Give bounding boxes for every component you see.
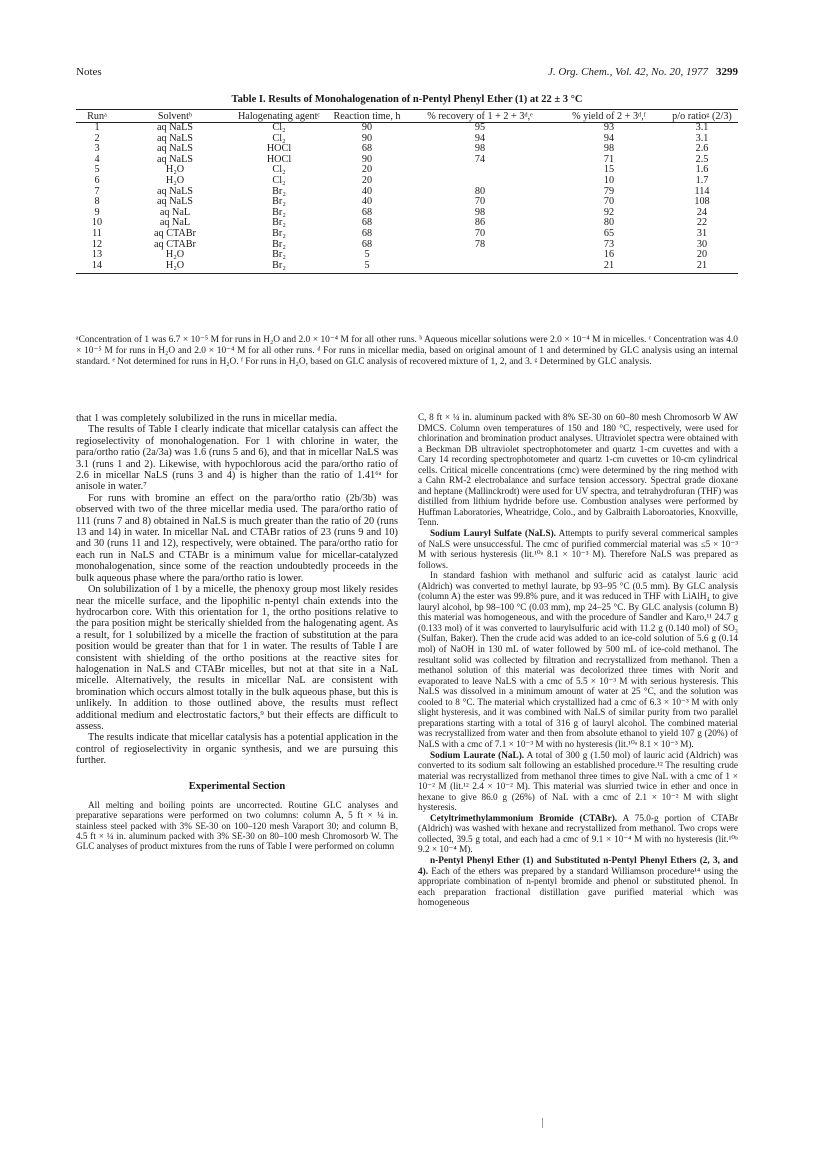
running-header-section: Notes <box>76 66 102 78</box>
paragraph: On solubilization of 1 by a micelle, the phenoxy group most likely resides near the micelle surface, and the lipophilic n-pentyl chain extends into the hydrocarbon core. With this orientation for 1, the ortho positions relative to the para position might be sterically shielded from the halogenating agent. As a result, for 1 solubilized by a micelle the fraction of substitution at the para position would be greater than that for 1 in water. The results of Table I are consistent with shielding of the ortho positions at the reactive sites for halogenation in NaLS and CTABr micelles, but not at that site in a NaL micelle. Alternatively, the results in micellar NaL are consistent with bromination which occurs almost totally in the bulk aqueous phase, but this is unlikely. In addition to those outlined above, the results must reflect additional medium and electrostatic factors,⁹ but their effects are difficult to assess. <box>76 584 398 732</box>
paragraph-text: Each of the ethers was prepared by a standard Williamson procedure¹⁴ using the appropriate combination of n-pentyl bromide and phenol or substituted phenol. In each preparation fractional distillation gave purified material which was homogeneous <box>418 866 738 909</box>
table-cell: Cl₂ <box>272 164 286 176</box>
table-cell: Cl₂ <box>272 174 286 186</box>
table-cell: 15 <box>603 164 615 176</box>
table-cell: 90 <box>361 122 373 133</box>
table-cell: H₂O <box>165 249 185 261</box>
table-cell: HOCl <box>266 153 292 165</box>
col-header-agent: Halogenating agentᶜ <box>232 110 326 123</box>
table-cell: 94 <box>603 132 615 144</box>
table-cell: 70 <box>474 227 486 239</box>
table-cell: 68 <box>361 217 373 229</box>
subheading: Sodium Lauryl Sulfate (NaLS). <box>430 529 556 540</box>
table-cell <box>408 250 552 261</box>
table-cell: 86 <box>474 217 486 229</box>
table-cell: 3 <box>94 143 100 155</box>
table-cell: 3.1 <box>695 132 709 144</box>
table-cell: 65 <box>603 227 615 239</box>
running-header-journal <box>548 66 738 78</box>
table-row <box>76 176 738 187</box>
table-cell: aq NaLS <box>157 143 193 155</box>
table-cell: 78 <box>474 238 486 250</box>
table-cell: 22 <box>696 217 708 229</box>
table-title: Table I. Results of Monohalogenation of n-Pentyl Phenyl Ether (1) at 22 ± 3 °C <box>231 94 583 105</box>
table-cell: 21 <box>552 261 666 274</box>
table-cell: aq NaLS <box>157 122 193 133</box>
paragraph: that 1 was completely solubilized in the runs in micellar media. <box>76 413 338 424</box>
table-cell: aq NaL <box>159 206 191 218</box>
table-cell: Br₂ <box>232 261 326 274</box>
table-row <box>76 261 738 274</box>
table-cell: 12 <box>91 238 103 250</box>
right-column <box>418 413 738 909</box>
table-cell: 9 <box>94 206 100 218</box>
journal-citation: J. Org. Chem., Vol. 42, No. 20, 1977 <box>547 66 708 78</box>
table-cell: 68 <box>361 206 373 218</box>
table-cell: 10 <box>603 174 615 186</box>
paragraph: The results indicate that micellar catalysis has a potential application in the control of regioselectivity in organic synthesis, and we are pursuing this further. <box>76 732 398 767</box>
table-cell <box>408 165 552 176</box>
table-cell: aq NaL <box>159 217 191 229</box>
paragraph <box>418 814 738 856</box>
table-cell: 31 <box>696 227 708 239</box>
table-header-row <box>76 110 738 123</box>
table-row <box>76 123 738 134</box>
results-table-container <box>76 109 738 274</box>
table-cell: 40 <box>361 196 373 208</box>
table-cell: 24 <box>696 206 708 218</box>
table-cell <box>408 261 552 274</box>
col-header-time: Reaction time, h <box>326 110 408 123</box>
table-cell: aq CTABr <box>154 238 196 250</box>
paragraph: All melting and boiling points are uncorrected. Routine GLC analyses and preparative separations were performed on two columns: column A, 5 ft × ¼ in. stainless steel packed with 3% SE-30 on 100–120 mesh Varaport 30; and column B, 4.5 ft × ¼ in. aluminum packed with 3% SE-30 on 80–100 mesh Chromosorb W. The GLC analyses of product mixtures from the runs of Table I were performed on column <box>76 800 398 852</box>
table-cell: aq CTABr <box>154 227 196 239</box>
table-cell: 16 <box>603 249 615 261</box>
table-cell: 71 <box>603 153 615 165</box>
col-header-recovery: % recovery of 1 + 2 + 3ᵈ,ᵉ <box>408 110 552 123</box>
table-cell: 4 <box>94 153 100 165</box>
table-cell: 70 <box>474 196 486 208</box>
table-cell: Br₂ <box>272 185 286 197</box>
subheading: n-Pentyl Phenyl Ether (1) and Substituted n-Pentyl Phenyl Ethers (2, 3, and 4). <box>418 855 738 877</box>
paragraph: The results of Table I clearly indicate that micellar catalysis can affect the regioselectivity of monohalogenation. For 1 with chlorine in water, the para/ortho ratio (2a/3a) was 1.6 (runs 5 and 6), and that in micellar NaLS was 3.1 (runs 1 and 2). Likewise, with hypochlorous acid the para/ortho ratio of 2.6 in micellar NaLS (runs 3 and 4) is higher than the ratio of 1.41⁶ᵃ for anisole in water.⁷ <box>76 424 398 493</box>
table-cell: 79 <box>603 185 615 197</box>
table-cell: 114 <box>694 185 710 197</box>
table-cell: 10 <box>91 217 103 229</box>
table-cell: Br₂ <box>272 227 286 239</box>
table-cell: H₂O <box>118 261 232 274</box>
table-cell: 2.5 <box>695 153 709 165</box>
table-cell: 8 <box>94 196 100 208</box>
table-cell: H₂O <box>165 164 185 176</box>
table-cell: 2 <box>94 132 100 144</box>
table-cell: 74 <box>474 153 486 165</box>
col-header-ratio: p/o ratioᵍ (2/3) <box>666 110 738 123</box>
table-cell: 68 <box>361 238 373 250</box>
table-cell: 108 <box>694 196 710 208</box>
table-cell: 21 <box>666 261 738 274</box>
table-cell: aq NaLS <box>157 185 193 197</box>
page-number: 3299 <box>716 66 738 78</box>
table-cell: 95 <box>474 122 486 133</box>
table-cell: 68 <box>361 227 373 239</box>
table-cell: aq NaLS <box>157 132 193 144</box>
table-cell: 94 <box>474 132 486 144</box>
table-cell: H₂O <box>165 174 185 186</box>
table-cell: 11 <box>92 227 102 239</box>
paragraph-text: Attempts to purify several commerical samples of NaLS were unsuccessful. The cmc of purified commercial material was ≤5 × 10⁻³ M with serious hysteresis (lit.¹⁰ᵃ 8.1 × 10⁻³ M). Therefore NaLS was prepared as follows. <box>418 529 739 571</box>
table-cell: 7 <box>94 185 100 197</box>
table-cell: 2.6 <box>695 143 709 155</box>
paragraph <box>418 529 738 571</box>
subheading: Cetyltrimethylammonium Bromide (CTABr). <box>430 813 618 824</box>
table-cell: Br₂ <box>272 217 286 229</box>
paragraph <box>418 856 738 909</box>
table-row <box>76 229 738 240</box>
paragraph: For runs with bromine an effect on the para/ortho ratio (2b/3b) was observed with two of the three micellar media used. The para/ortho ratio of 111 (runs 7 and 8) obtained in NaLS is much greater than the ratio of 20 (runs 13 and 14) in water. In micellar NaL and CTABr ratios of 23 (runs 9 and 10) and 30 (runs 11 and 12), respectively, were obtained. The para/ortho ratio for each run in NaLS and CTABr is a minimum value for micellar-catalyzed monohalogenation, since some of the reaction undoubtedly proceeds in the bulk aqueous phase where the para/ortho ratio is lower. <box>76 492 398 584</box>
table-cell: 1.7 <box>695 174 709 186</box>
table-cell: 98 <box>474 143 486 155</box>
left-column <box>76 413 398 851</box>
table-cell: 5 <box>364 249 370 261</box>
table-cell: aq NaLS <box>157 153 193 165</box>
table-cell: Cl₂ <box>272 132 286 144</box>
table-cell: 5 <box>326 261 408 274</box>
table-cell: Br₂ <box>272 238 286 250</box>
table-cell: 6 <box>94 174 100 186</box>
paragraph-text: A 75.0-g portion of CTABr (Aldrich) was washed with hexane and recrystallized from methanol. Two crops were collected, 39.5 g total, and each had a cmc of 9.1 × 10⁻⁴ M with no hysteresis (lit.¹⁰ᵇ 9.2 × 10⁻⁴ M). <box>418 813 738 856</box>
paragraph-text: A total of 300 g (1.50 mol) of lauric acid (Aldrich) was converted to its sodium salt following an established procedure.¹² The resulting crude material was recrystallized from methanol three times to give NaL with a cmc of 1 × 10⁻² M (lit.¹² 2.4 × 10⁻² M). This material was slurried twice in ether and once in hexane to give 86.0 g (26%) of NaL with a cmc of 2.1 × 10⁻² M with slight hysteresis. <box>418 750 739 814</box>
subheading: Sodium Laurate (NaL). <box>430 750 525 761</box>
table-cell: 73 <box>603 238 615 250</box>
col-header-run: Runᵃ <box>76 110 118 123</box>
table-cell: 70 <box>603 196 615 208</box>
table-cell: 5 <box>94 164 100 176</box>
table-cell: aq NaLS <box>157 196 193 208</box>
table-body <box>76 123 738 274</box>
table-cell <box>408 176 552 187</box>
table-cell: Br₂ <box>272 206 286 218</box>
table-cell: 98 <box>474 206 486 218</box>
table-cell: 68 <box>361 143 373 155</box>
table-cell: 1.6 <box>695 164 709 176</box>
paragraph: In standard fashion with methanol and sulfuric acid as catalyst lauric acid (Aldrich) was converted to methyl laurate, bp 93–95 °C (0.5 mm). By GLC analysis (column A) the ester was 99.8% pure, and it was reduced in THF with LiAlH₄ to give lauryl alcohol, bp 98–100 °C (0.03 mm), mp 24–25 °C. By GLC analysis (column B) this material was homogeneous, and with the procedure of Sandler and Karo,¹¹ 24.7 g (0.133 mol) of it was converted to laurylsulfuric acid with 11.2 g (0.140 mol) of SO₃ (Sulfan, Baker). Then the crude acid was added to an ice-cold solution of 5.6 g (0.14 mol) of NaOH in 130 mL of water followed by 500 mL of ice-cold methanol. The resultant solid was collected by filtration and recrystallized from methanol. Then a methanol solution of this material was decolorized three times with Norit and evaporated to leave NaLS with a cmc of 5.5 × 10⁻³ M with serious hysteresis. This NaLS was dissolved in a minimum amount of water at 25 °C, and the solution was cooled to 8 °C. The material which crystallized had a cmc of 6.3 × 10⁻³ M with only slight hysteresis, and it was combined with NaLS of similar purity from two parallel preparations starting with a total of 316 g of lauryl alcohol. The combined material was recrystallized from water and then from absolute ethanol to yield 107 g (20%) of NaLS with a cmc of 7.1 × 10⁻³ M with no hysteresis (lit.¹⁰ᵃ 8.1 × 10⁻³ M). <box>418 571 738 750</box>
table-cell: 14 <box>76 261 118 274</box>
section-heading: Experimental Section <box>188 780 286 792</box>
table-cell: Br₂ <box>272 249 286 261</box>
table-cell: 80 <box>474 185 486 197</box>
results-table <box>76 109 738 274</box>
paragraph: C, 8 ft × ¼ in. aluminum packed with 8% SE-30 on 60–80 mesh Chromosorb W AW DMCS. Column oven temperatures of 150 and 180 °C, respectively, were used for chlorination and bromination product analyses. Ultraviolet spectra were obtained with a Beckman DB ultraviolet spectrophotometer and quartz 1-cm cuvettes and with a Cary 14 recording spectrophotometer and quartz 1-cm cuvettes or 10-cm cylindrical cells. Critical micelle concentrations (cmc) were determined by the ring method with a Cahn RM-2 electrobalance and surface tension accessory. Spectral grade dioxane and heptane (Mallinckrodt) were used for UV spectra, and tetrahydrofuran (THF) was distilled from lithium hydride before use. Combustion analyses were performed by Huffman Laboratories, Wheatridge, Colo., and by Galbraith Laboroatories, Knoxville, Tenn. <box>418 413 738 529</box>
table-cell: 20 <box>361 174 373 186</box>
table-cell: Cl₂ <box>272 122 286 133</box>
table-cell: 13 <box>91 249 103 261</box>
table-cell: 3.1 <box>695 122 709 133</box>
table-cell: 20 <box>361 164 373 176</box>
table-cell: 20 <box>696 249 708 261</box>
table-cell: 80 <box>603 217 615 229</box>
table-cell: 90 <box>361 153 373 165</box>
table-cell: 98 <box>603 143 615 155</box>
table-footnotes: ᵃConcentration of 1 was 6.7 × 10⁻⁵ M for runs in H₂O and 2.0 × 10⁻⁴ M for all other runs. ᵇ Aqueous micellar solutions were 2.0 × 10⁻⁴ M in micelles. ᶜ Concentration was 4.0 × 10⁻⁵ M for runs in H₂O and 2.0 × 10⁻⁴ M for all other runs. ᵈ For runs in micellar media, based on original amount of 1 and determined by GLC analysis using an internal standard. ᵉ Not determined for runs in H₂O. ᶠ For runs in H₂O, based on GLC analysis of recovered mixture of 1, 2, and 3. ᵍ Determined by GLC analysis. <box>76 335 738 368</box>
table-cell: 1 <box>94 122 100 133</box>
table-cell: 40 <box>361 185 373 197</box>
table-cell: Br₂ <box>272 196 286 208</box>
table-cell: 93 <box>603 122 615 133</box>
table-cell: HOCl <box>266 143 292 155</box>
col-header-yield: % yield of 2 + 3ᵈ,ᶠ <box>552 110 666 123</box>
col-header-solvent: Solventᵇ <box>118 110 232 123</box>
table-cell: 90 <box>361 132 373 144</box>
table-cell: 30 <box>696 238 708 250</box>
table-cell: 92 <box>603 206 615 218</box>
page-artifact-line <box>542 1118 543 1128</box>
paragraph <box>418 751 738 814</box>
